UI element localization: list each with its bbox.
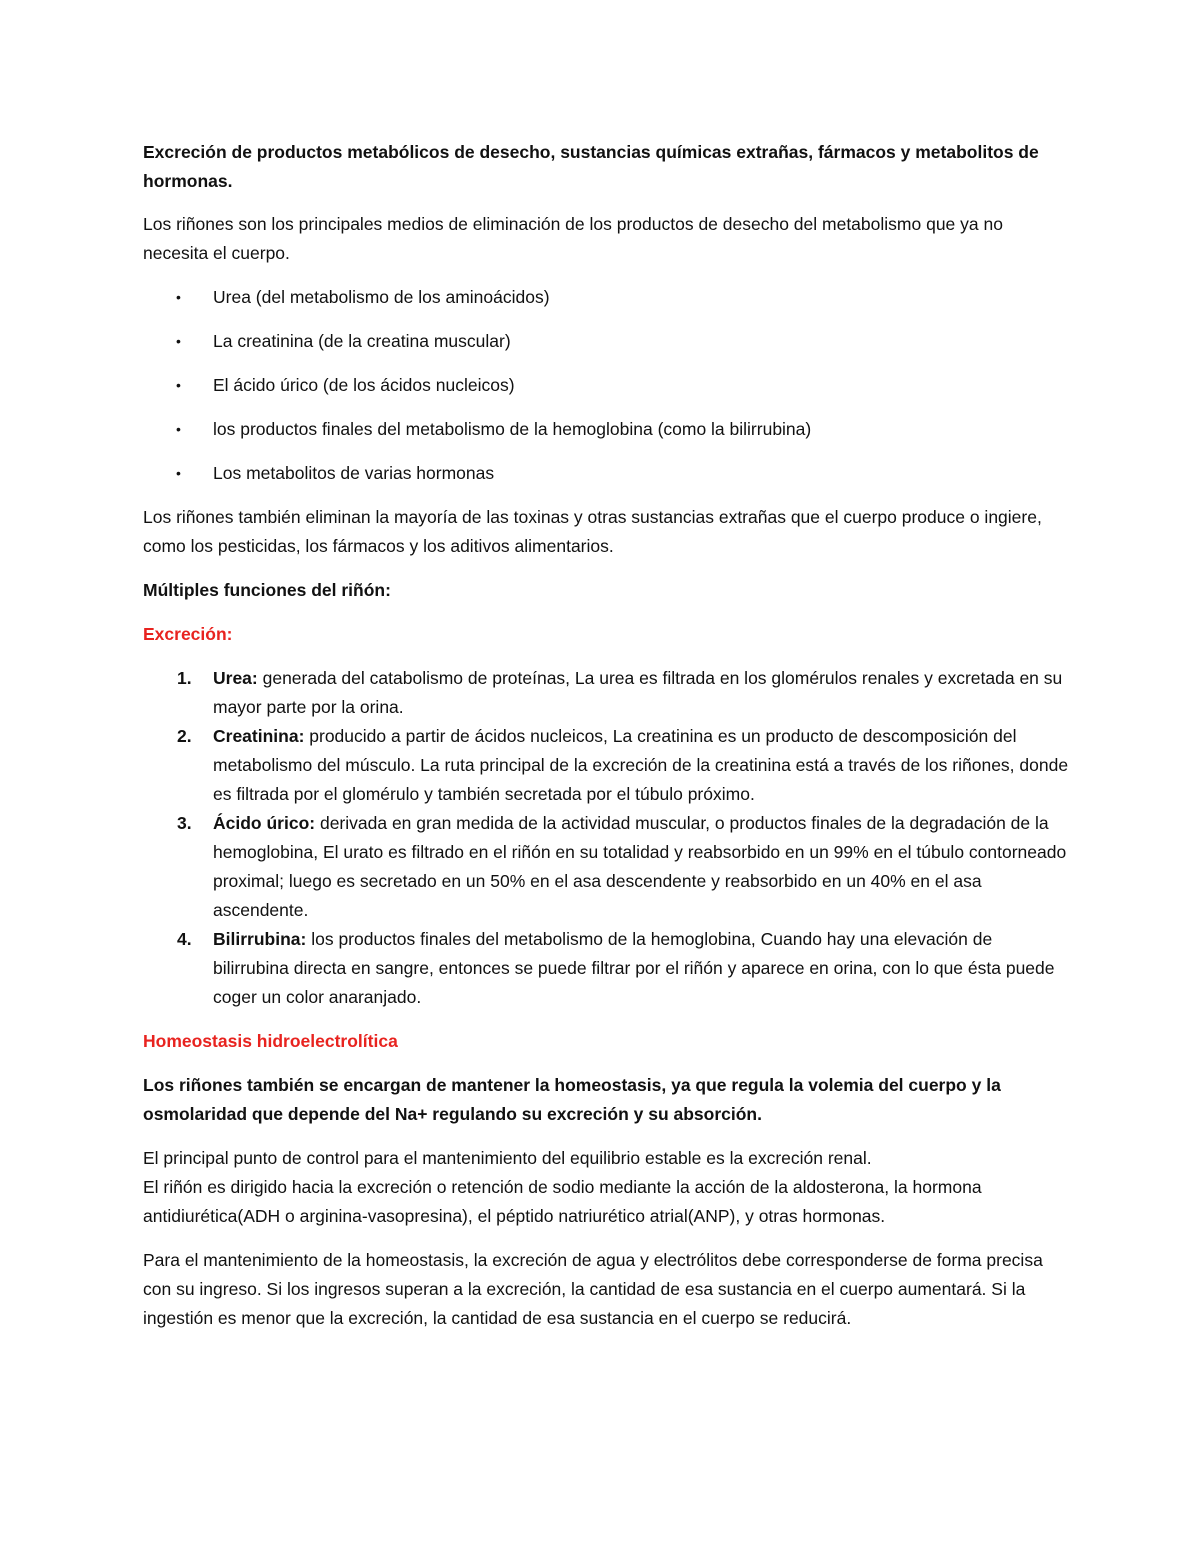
list-item: • Los metabolitos de varias hormonas: [143, 459, 1070, 488]
list-item: • Urea (del metabolismo de los aminoácidos): [143, 283, 1070, 312]
toxins-paragraph: Los riñones también eliminan la mayoría de las toxinas y otras sustancias extrañas que el cuerpo produce o ingiere, como los pesticidas, los fármacos y los aditivos alimentarios.: [143, 507, 1042, 556]
item-term: Urea:: [213, 668, 258, 688]
balance-paragraph: Para el mantenimiento de la homeostasis, la excreción de agua y electrólitos debe corresponderse de forma precisa con su ingreso. Si los ingresos superan a la excreción, la cantidad de esa sustancia en el cuerpo aumentará. Si la ingestión es menor que la excreción, la cantidad de esa sustancia en el cuerpo se reducirá.: [143, 1250, 1043, 1328]
item-term: Ácido úrico:: [213, 813, 316, 833]
intro-paragraph: Los riñones son los principales medios de eliminación de los productos de desecho del metabolismo que ya no necesita el cuerpo.: [143, 214, 1003, 263]
item-number: 4.: [177, 929, 192, 949]
bullet-icon: •: [176, 377, 181, 393]
list-item: • La creatinina (de la creatina muscular): [143, 327, 1070, 356]
bullet-icon: •: [176, 465, 181, 481]
waste-products-list: [143, 283, 1070, 488]
list-item: [143, 809, 1070, 925]
excretion-heading: Excreción:: [143, 624, 233, 644]
excretion-list: [143, 664, 1070, 1012]
homeostasis-heading: Homeostasis hidroelectrolítica: [143, 1031, 398, 1051]
document-title: Excreción de productos metabólicos de desecho, sustancias químicas extrañas, fármacos y metabolitos de hormonas.: [143, 142, 1039, 191]
item-text: los productos finales del metabolismo de la hemoglobina, Cuando hay una elevación de bilirrubina directa en sangre, entonces se puede filtrar por el riñón y aparece en orina, con lo que ésta puede coger un color anaranjado.: [213, 929, 1055, 1007]
list-item: [143, 722, 1070, 809]
item-number: 1.: [177, 668, 192, 688]
bullet-icon: •: [176, 289, 181, 305]
list-item: • El ácido úrico (de los ácidos nucleicos): [143, 371, 1070, 400]
list-item: [143, 664, 1070, 722]
bullet-icon: •: [176, 421, 181, 437]
bullet-icon: •: [176, 333, 181, 349]
item-term: Creatinina:: [213, 726, 305, 746]
homeostasis-lead: Los riñones también se encargan de mantener la homeostasis, ya que regula la volemia del cuerpo y la osmolaridad que depende del Na+ regulando su excreción y su absorción.: [143, 1075, 1001, 1124]
control-paragraph: [143, 1144, 1070, 1231]
functions-heading: Múltiples funciones del riñón:: [143, 580, 391, 600]
control-line-1: El principal punto de control para el mantenimiento del equilibrio estable es la excreción renal.: [143, 1148, 872, 1168]
list-item: • los productos finales del metabolismo de la hemoglobina (como la bilirrubina): [143, 415, 1070, 444]
item-number: 2.: [177, 726, 192, 746]
item-text: derivada en gran medida de la actividad muscular, o productos finales de la degradación de la hemoglobina, El urato es filtrado en el riñón en su totalidad y reabsorbido en un 99% en el túbulo contorneado proximal; luego es secretado en un 50% en el asa descendente y reabsorbido en un 40% en el asa ascendente.: [213, 813, 1067, 920]
item-term: Bilirrubina:: [213, 929, 307, 949]
item-text: generada del catabolismo de proteínas, La urea es filtrada en los glomérulos renales y excretada en su mayor parte por la orina.: [213, 668, 1063, 717]
item-number: 3.: [177, 813, 192, 833]
control-line-2: El riñón es dirigido hacia la excreción o retención de sodio mediante la acción de la aldosterona, la hormona antidiurética(ADH o arginina-vasopresina), el péptido natriurético atrial(ANP), y otras hormonas.: [143, 1177, 982, 1226]
item-text: producido a partir de ácidos nucleicos, La creatinina es un producto de descomposición del metabolismo del músculo. La ruta principal de la excreción de la creatinina está a través de los riñones, donde es filtrada por el glomérulo y también secretada por el túbulo próximo.: [213, 726, 1069, 804]
list-item: [143, 925, 1070, 1012]
